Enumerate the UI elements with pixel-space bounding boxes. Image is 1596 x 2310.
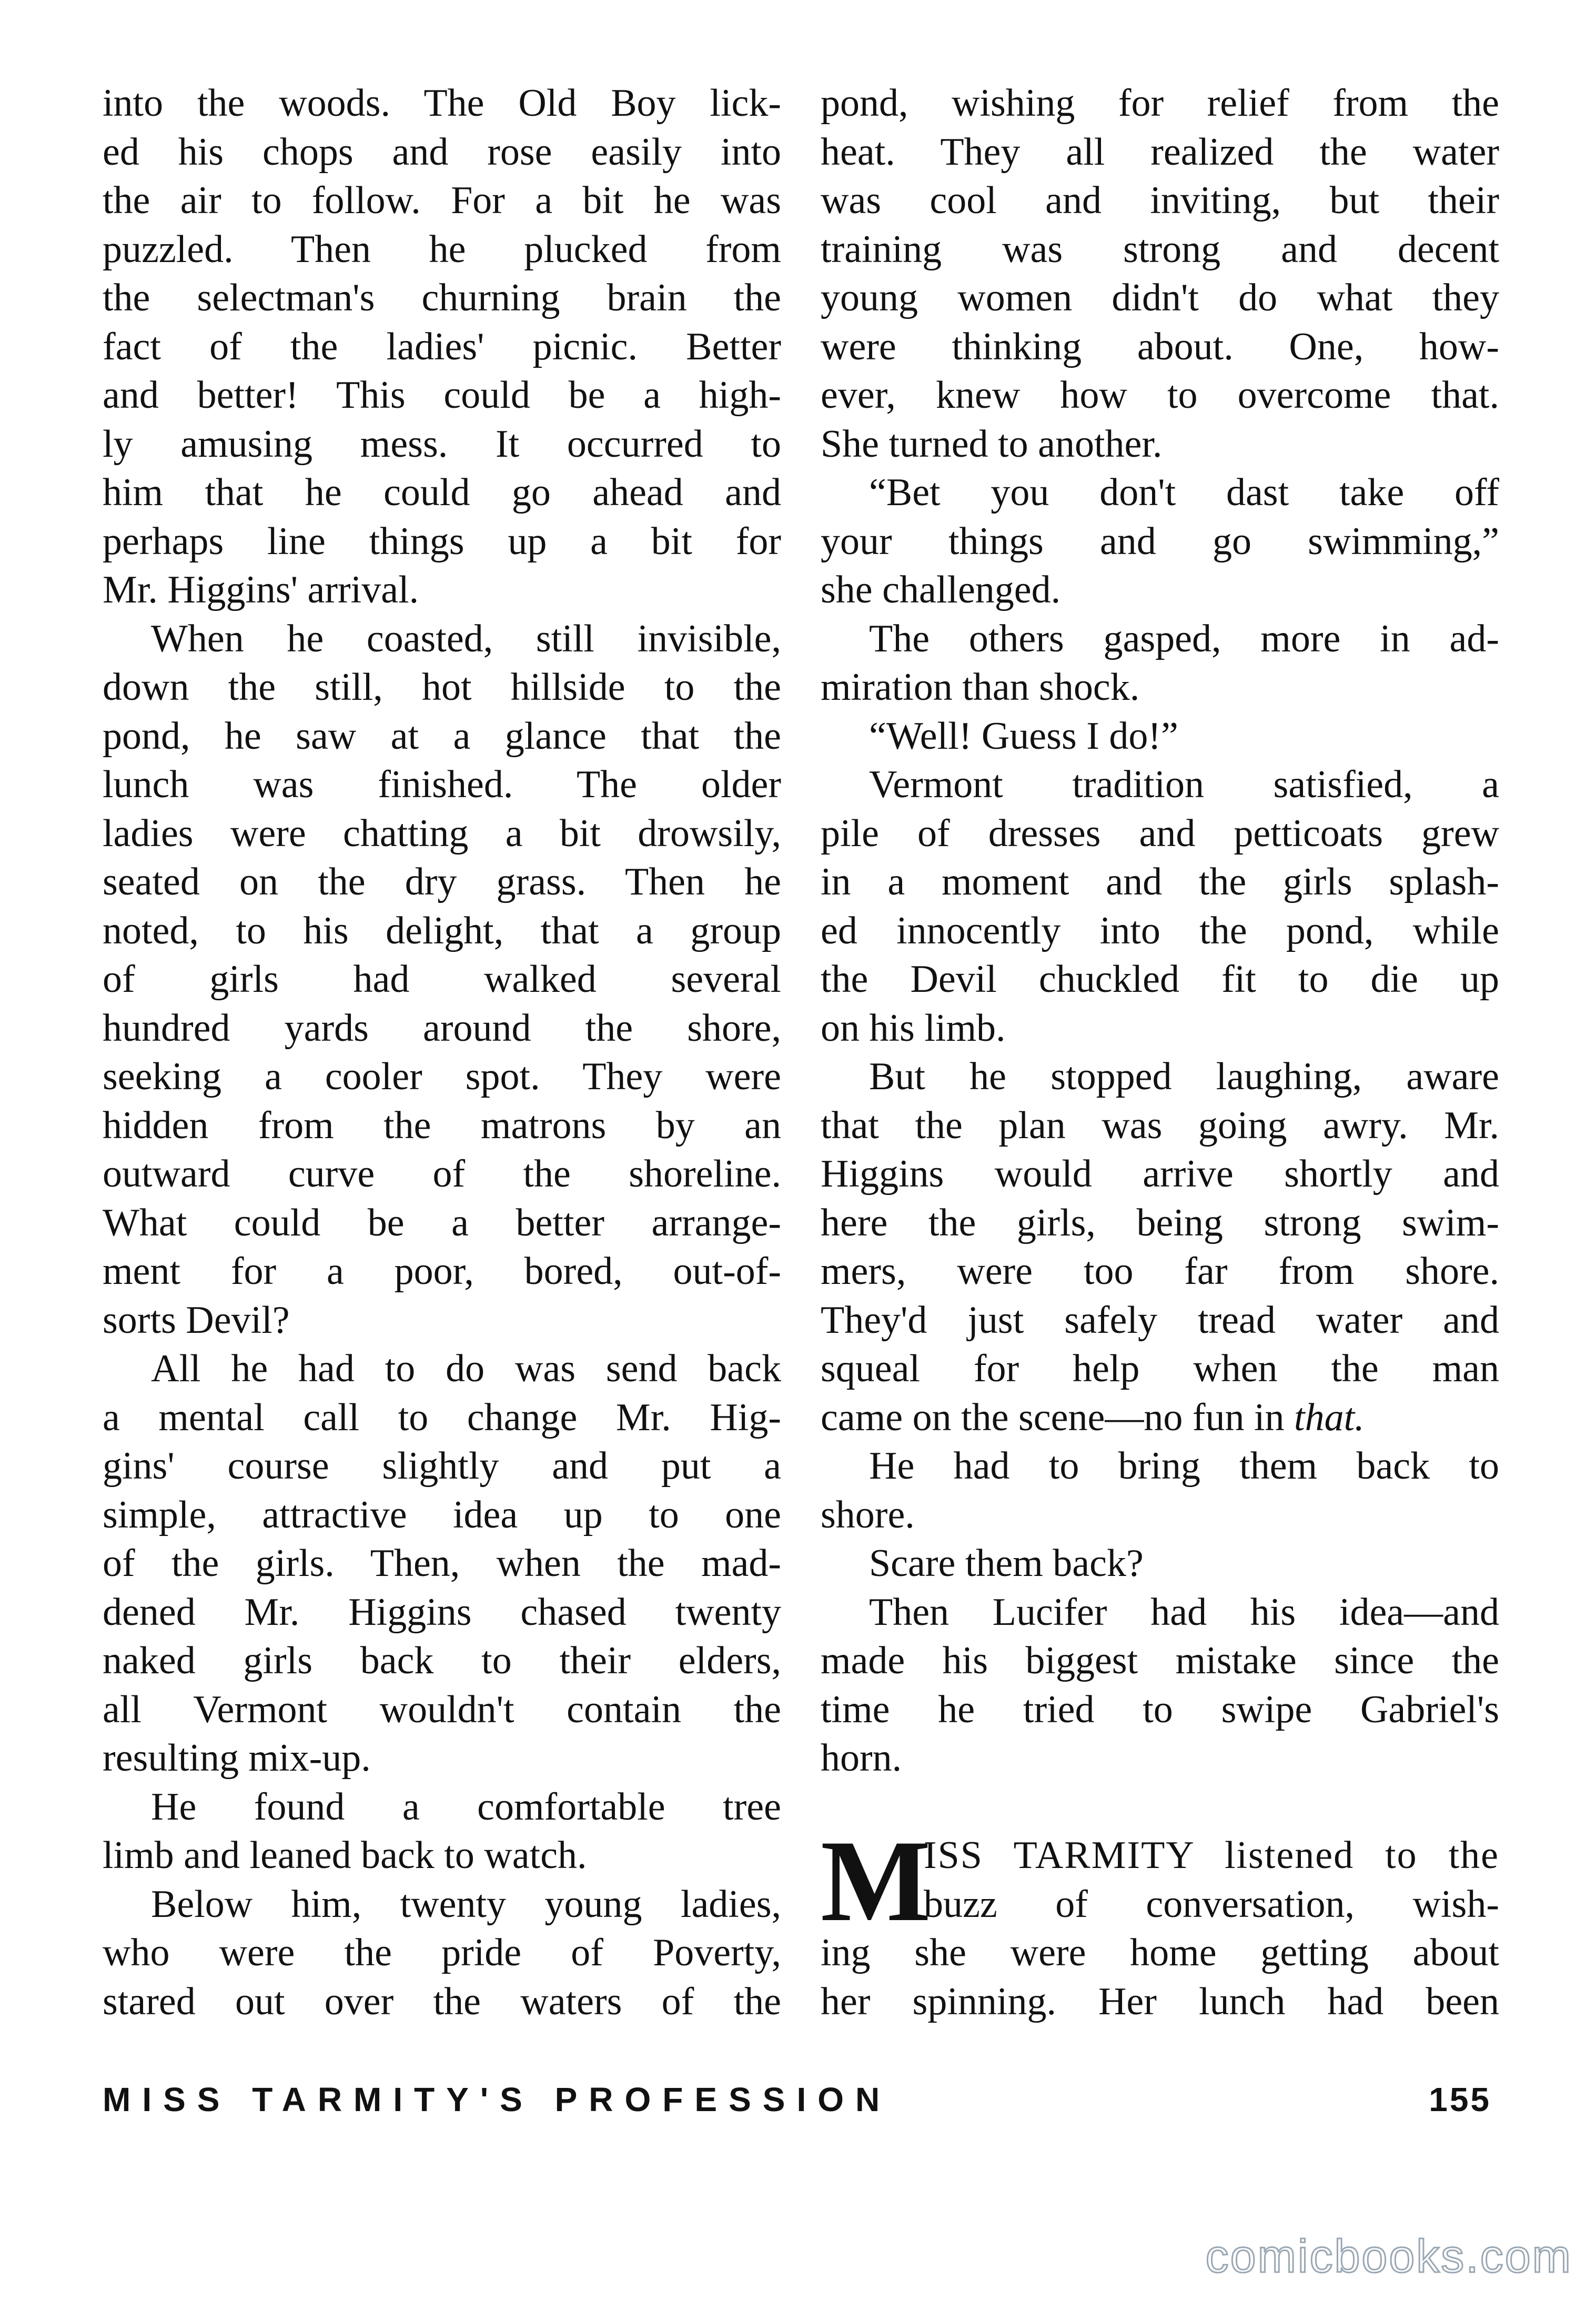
text-line: that the plan was going awry. Mr. [821,1103,1499,1147]
text-line: heat. They all realized the water [821,130,1499,174]
paragraph-start-line: “Well! Guess I do!” [869,714,1178,758]
text-line: perhaps line things up a bit for [103,519,781,563]
text-line: of girls had walked several [103,958,781,1001]
text-line: were thinking about. One, how- [821,325,1499,368]
text-line: him that he could go ahead and [103,471,781,514]
text-line: horn. [821,1736,902,1780]
text-line: shore. [821,1493,915,1536]
text-line: squeal for help when the man [821,1347,1499,1390]
left-column [103,79,781,2026]
text-line: ment for a poor, bored, out-of- [103,1250,781,1293]
text-line: mers, were too far from shore. [821,1250,1499,1293]
text-line: naked girls back to their elders, [103,1639,781,1682]
opening-text: ISS TARMITY listened to the [924,1834,1499,1877]
paragraph-start-line: The others gasped, more in ad- [869,617,1499,660]
text-line: limb and leaned back to watch. [103,1834,587,1877]
text-line: on his limb. [821,1006,1006,1050]
paragraph-start-line: “Bet you don't dast take off [869,471,1499,514]
page-number: 155 [1429,2081,1491,2118]
paragraph-start-line: But he stopped laughing, aware [869,1055,1499,1098]
text-line: noted, to his delight, that a group [103,909,781,952]
text-line: ladies were chatting a bit drowsily, [103,811,781,855]
text-line: simple, attractive idea up to one [103,1493,781,1536]
text-line: all Vermont wouldn't contain the [103,1688,781,1731]
text-line: What could be a better arrange- [103,1201,781,1244]
paragraph-start-line: When he coasted, still invisible, [151,617,781,660]
paragraph-start-line: He found a comfortable tree [151,1785,781,1829]
text-line: ly amusing mess. It occurred to [103,422,781,466]
text-line: lunch was finished. The older [103,763,781,806]
text-line: miration than shock. [821,666,1140,709]
text-line: and better! This could be a high- [103,374,781,417]
text-line: the selectman's churning brain the [103,276,781,319]
text-line: she challenged. [821,568,1061,611]
text-line: hundred yards around the shore, [103,1006,781,1050]
text-line: was cool and inviting, but their [821,179,1499,222]
text-line: buzz of conversation, wish- [924,1882,1499,1926]
text-line: They'd just safely tread water and [821,1298,1499,1342]
right-column [821,79,1499,2026]
text-line: pile of dresses and petticoats grew [821,811,1499,855]
text-line: time he tried to swipe Gabriel's [821,1688,1499,1731]
text-segment: came on the scene—no fun in [821,1395,1295,1439]
text-line: down the still, hot hillside to the [103,666,781,709]
text-line: dened Mr. Higgins chased twenty [103,1590,781,1634]
page-footer [103,2078,1491,2121]
text-line: puzzled. Then he plucked from [103,227,781,271]
text-line: your things and go swimming,” [821,519,1499,563]
text-line: Higgins would arrive shortly and [821,1152,1499,1196]
paragraph-start-line: He had to bring them back to [869,1444,1499,1488]
text-line: ed innocently into the pond, while [821,909,1499,952]
text-line: resulting mix-up. [103,1736,371,1780]
drop-cap: M [821,1816,931,1946]
text-line: outward curve of the shoreline. [103,1152,781,1196]
watermark: comicbooks.com [1205,2230,1572,2282]
text-line: sorts Devil? [103,1298,290,1342]
paragraph-start-line: Vermont tradition satisfied, a [869,763,1499,806]
paragraph-start-line: All he had to do was send back [151,1347,781,1390]
text-line: training was strong and decent [821,227,1499,271]
italic-word: that. [1294,1395,1365,1439]
paragraph-start-line: Then Lucifer had his idea—and [869,1590,1499,1634]
text-line: gins' course slightly and put a [103,1444,781,1488]
text-line: of the girls. Then, when the mad- [103,1542,781,1585]
text-line: young women didn't do what they [821,276,1499,319]
text-line: the air to follow. For a bit he was [103,179,781,222]
paragraph-start-line: Scare them back? [869,1542,1144,1585]
text-line: hidden from the matrons by an [103,1103,781,1147]
text-line [821,1393,1499,1442]
text-line: a mental call to change Mr. Hig- [103,1395,781,1439]
text-line: her spinning. Her lunch had been [821,1980,1499,2023]
text-line: pond, wishing for relief from the [821,82,1499,125]
text-line: made his biggest mistake since the [821,1639,1499,1682]
text-line: ever, knew how to overcome that. [821,374,1499,417]
text-line: fact of the ladies' picnic. Better [103,325,781,368]
text-line: seated on the dry grass. Then he [103,860,781,903]
text-line: seeking a cooler spot. They were [103,1055,781,1098]
text-line: ing she were home getting about [821,1931,1499,1974]
text-line: the Devil chuckled fit to die up [821,958,1499,1001]
text-line: stared out over the waters of the [103,1980,781,2023]
text-line: in a moment and the girls splash- [821,860,1499,903]
text-line: ed his chops and rose easily into [103,130,781,174]
text-line: She turned to another. [821,422,1163,466]
text-line: into the woods. The Old Boy lick- [103,82,781,125]
paragraph-start-line: Below him, twenty young ladies, [151,1882,781,1926]
text-line: Mr. Higgins' arrival. [103,568,419,611]
text-line: pond, he saw at a glance that the [103,714,781,758]
text-line: who were the pride of Poverty, [103,1931,781,1974]
running-title: MISS TARMITY'S PROFESSION [103,2081,892,2118]
text-line: here the girls, being strong swim- [821,1201,1499,1244]
